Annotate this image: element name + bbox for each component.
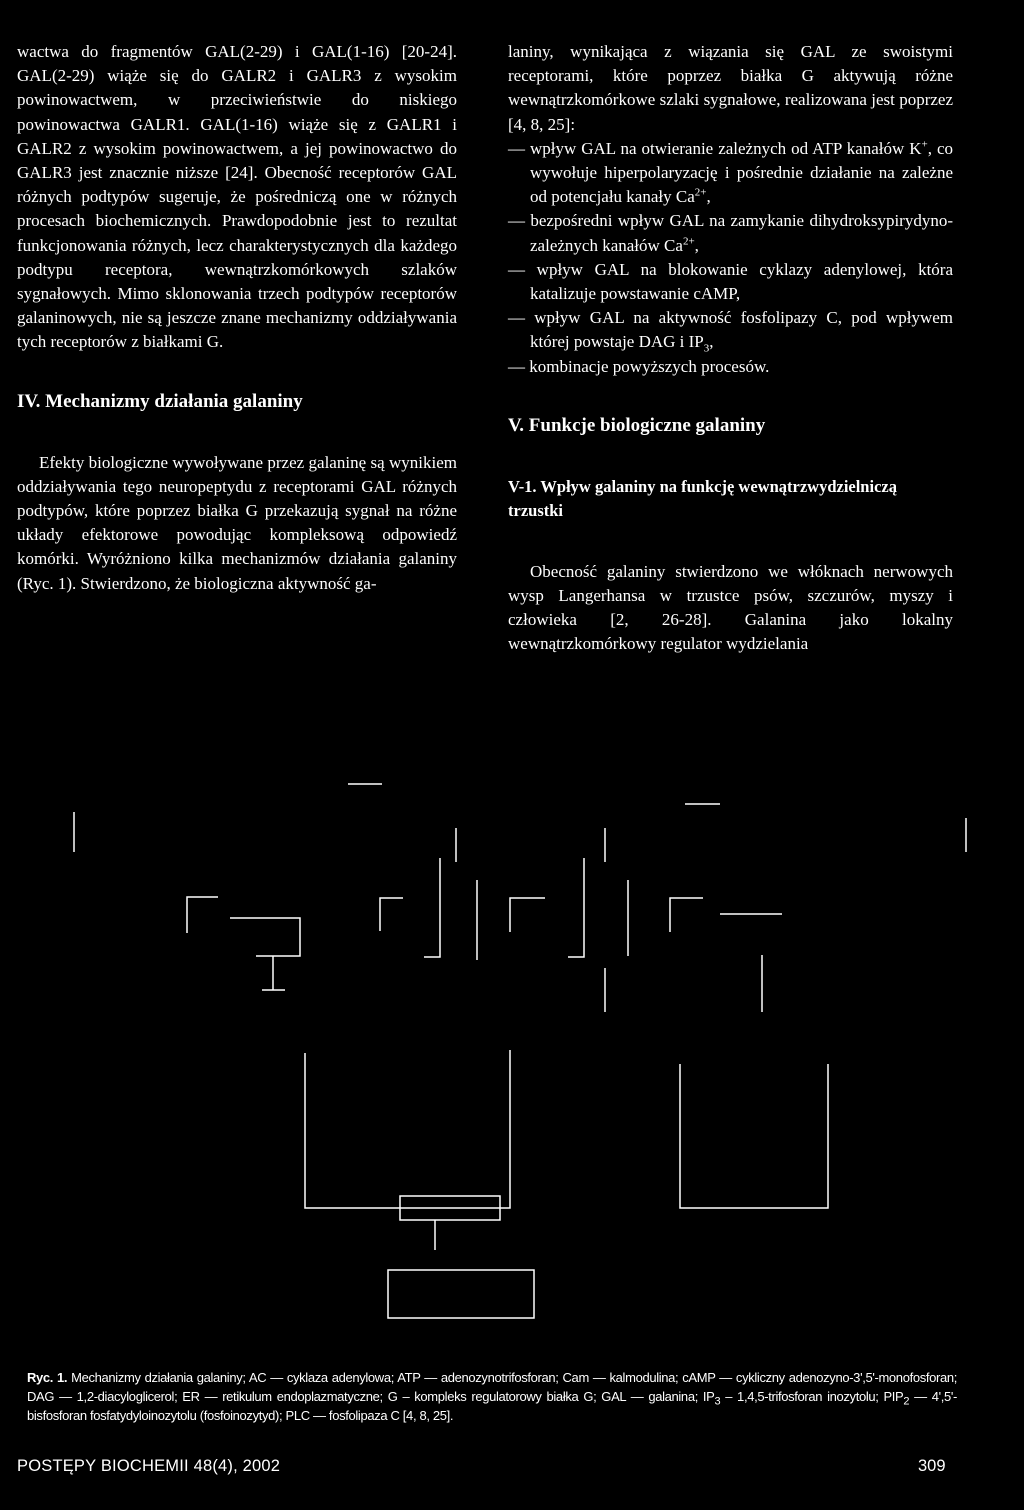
diagram-line [230, 918, 300, 956]
mechanism-list [508, 137, 953, 379]
caption-label: Ryc. 1. [27, 1370, 68, 1385]
footer-page-number: 309 [918, 1457, 946, 1475]
right-paragraph-1: laniny, wynikająca z wiązania się GAL ze swoistymi receptorami, które poprzez białka G aktywują różne wewnątrzkomórkowe szlaki sygnałowe, realizowana jest poprzez [4, 8, 25]: [508, 42, 953, 134]
diagram-line [670, 898, 703, 932]
right-column [508, 40, 953, 657]
diagram-line [568, 858, 584, 957]
diagram-line [305, 1050, 510, 1208]
figure-diagram [0, 760, 1024, 1360]
footer-journal: POSTĘPY BIOCHEMII 48(4), 2002 [17, 1457, 281, 1475]
right-paragraph-2: Obecność galaniny stwierdzono we włóknach nerwowych wysp Langerhansa w trzustce psów, szczurów, myszy i człowieka [2, 26-28]. Galanina jako lokalny wewnątrzkomórkowy regulator wydzielania [508, 561, 953, 654]
section-heading-v: V. Funkcje biologiczne galaniny [508, 414, 766, 436]
diagram-line [510, 898, 545, 932]
diagram-box [388, 1270, 534, 1318]
diagram-line [380, 898, 403, 931]
diagram-line [187, 897, 218, 933]
list-item: — wpływ GAL na otwieranie zależnych od ATP kanałów K+, co wywołuje hiperpolaryzację i pośrednie działanie na zależne od potencjału kanały $Ca^{2+}$, [508, 138, 954, 207]
left-column [17, 40, 457, 596]
list-item: — kombinacje powyższych procesów. [508, 356, 770, 376]
left-paragraph-1: wactwa do fragmentów GAL(2-29) i GAL(1-16) [20-24]. GAL(2-29) wiąże się do GALR2 i GALR3 z wysokim powinowactwem, w przeciwieństwie do niskiego powinowactwa GALR1. GAL(1-16) wiąże się z GALR1 i GALR2 z wysokim powinowactwem, a jej powinowactwo do GALR3 jest znacznie niższe [24]. Obecność receptorów GAL różnych podtypów sugeruje, że pośredniczą one w różnych procesach biochemicznych. Prawdopodobnie jest to rezultat funkcjonowania różnych, lecz charakterystycznych dla każdego podtypu receptora, wewnątrzkomórkowych szlaków sygnałowych. Mimo sklonowania trzech podtypów receptorów galaninowych, nie są jeszcze znane mechanizmy oddziaływania tych receptorów z białkami G. [17, 42, 457, 352]
subsection-heading-v1: V-1. Wpływ galaniny na funkcję wewnątrzwydzielniczą trzustki [508, 476, 897, 520]
list-item: — bezpośredni wpływ GAL na zamykanie dihydroksypirydyno-zależnych kanałów $Ca^{2+}$, [508, 211, 953, 255]
figure-caption: Ryc. 1. Mechanizmy działania galaniny; AC — cyklaza adenylowa; ATP — adenozynotrifosforan; Cam — kalmodulina; cAMP — cykliczny adenozyno-3',5'-monofosforan; DAG — 1,2-diacyloglicerol; ER — retikulum endoplazmatyczne; G – kompleks regulatorowy białka G; GAL — galanina; $IP_3$ – 1,4,5-trifosforan inozytolu; $PIP_2$ — 4',5'-bisfosforan fosfatydyloinozytolu (fosfoinozytyd); PLC — fosfolipaza C [4, 8, 25]. [27, 1370, 958, 1423]
list-item: — wpływ GAL na blokowanie cyklazy adenylowej, która katalizuje powstawanie cAMP, [508, 259, 954, 304]
list-item: — wpływ GAL na aktywność fosfolipazy C, pod wpływem której powstaje DAG i $IP_3$, [508, 308, 954, 355]
left-paragraph-2: Efekty biologiczne wywoływane przez galaninę są wynikiem oddziaływania tego neuropeptydu z receptorami GAL różnych podtypów, które poprzez białka G przekazują sygnał na różne układy efektorowe powodując kompleksową odpowiedź komórki. Wyróżniono kilka mechanizmów działania galaniny (Ryc. 1). Stwierdzono, że biologiczna aktywność ga- [17, 452, 457, 593]
diagram-line [424, 858, 440, 957]
diagram-line [680, 1064, 828, 1208]
section-heading-iv: IV. Mechanizmy działania galaniny [17, 390, 303, 412]
